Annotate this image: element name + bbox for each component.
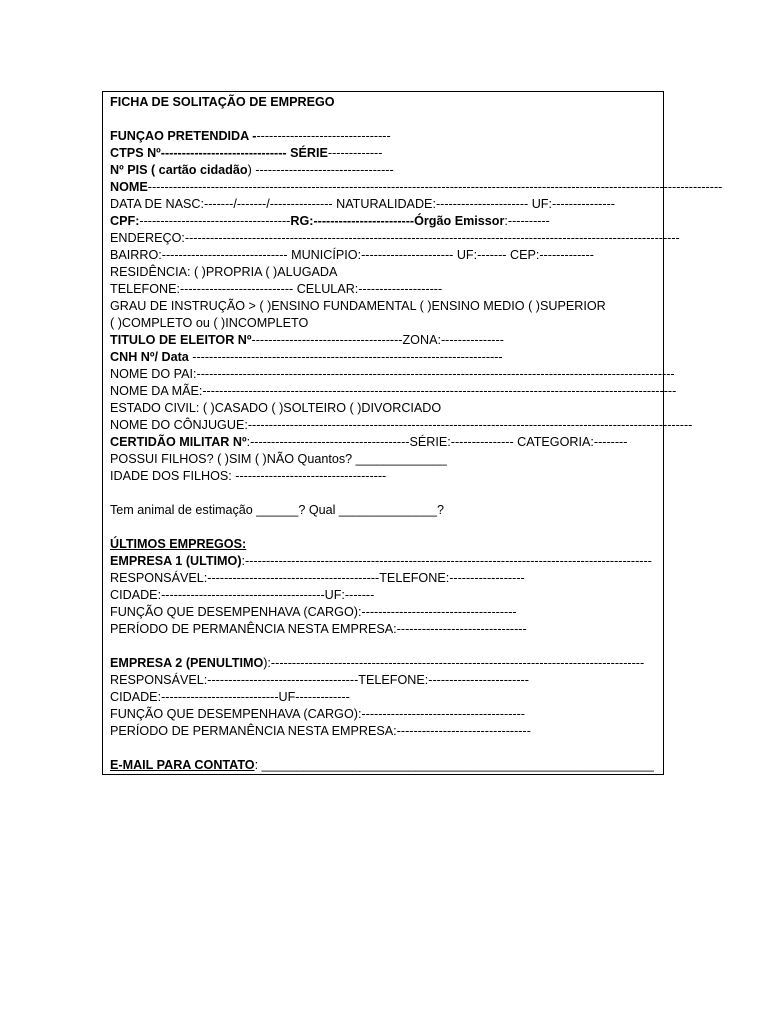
form-line [110,162,659,179]
form-text: RESPONSÁVEL:------------------------------------TELEFONE:------------------------ [110,673,529,687]
form-text: CIDADE:----------------------------UF------------- [110,690,350,704]
form-text: FUNÇÃO QUE DESEMPENHAVA (CARGO):--------------------------------------- [110,707,525,721]
form-text: E-MAIL PARA CONTATO [110,758,255,772]
form-text: :--------------------------------------SÉRIE:--------------- CATEGORIA:-------- [246,435,628,449]
form-text: FUNÇÃO QUE DESEMPENHAVA (CARGO):------------------------------------- [110,605,517,619]
form-line [110,349,659,366]
form-line [110,536,659,553]
form-text: FICHA DE SOLITAÇÃO DE EMPREGO [110,95,335,109]
form-text: RESPONSÁVEL:-----------------------------------------TELEFONE:------------------ [110,571,525,585]
form-text: ):----------------------------------------------------------------------------------------- [263,656,645,670]
form-text: ESTADO CIVIL: ( )CASADO ( )SOLTEIRO ( )DIVORCIADO [110,401,442,415]
form-text: ) --------------------------------- [247,163,394,177]
form-text: -------------------------------------------------------------------------- [188,350,503,364]
form-text: ------------- [327,146,383,160]
form-line [110,298,659,315]
form-text: EMPRESA 1 (ULTIMO) [110,554,242,568]
form-line [110,281,659,298]
form-line [110,94,659,111]
form-text: ------------------------------------ [139,214,291,228]
form-text: BAIRRO:------------------------------ MUNICÍPIO:---------------------- UF:------- CEP:------------- [110,248,594,262]
form-text: ----------------------------------------------------------------------------------------------------------------------------------------- [147,180,723,194]
form-text: :------------------------------------------------------------------------------------------------- [241,554,652,568]
form-line [110,264,659,281]
form-text: ENDEREÇO:---------------------------------------------------------------------------------------------------------------------- [110,231,680,245]
form-text: GRAU DE INSTRUÇÃO > ( )ENSINO FUNDAMENTAL ( )ENSINO MEDIO ( )SUPERIOR [110,299,606,313]
form-line [110,332,659,349]
form-line [110,706,659,723]
form-text: :---------- [504,214,550,228]
employment-application-form [102,91,723,775]
form-line [110,400,659,417]
form-line [110,179,723,196]
form-text: PERÍODO DE PERMANÊNCIA NESTA EMPRESA:------------------------------- [110,622,527,636]
form-line [110,587,659,604]
form-text: CPF: [110,214,140,228]
form-line [110,502,659,519]
form-text: CTPS Nº------------------------------ SÉRIE [110,146,328,160]
form-line [110,689,659,706]
form-text: TITULO DE ELEITOR Nº [110,333,252,347]
form-text: CNH Nº/ Data [110,350,189,364]
form-line [110,672,659,689]
form-line [110,604,659,621]
form-line [110,128,659,145]
form-text: ( )COMPLETO ou ( )INCOMPLETO [110,316,309,330]
form-line [110,230,680,247]
form-text: CERTIDÃO MILITAR Nº [110,435,247,449]
form-line [110,553,659,570]
form-text: EMPRESA 2 (PENULTIMO [110,656,264,670]
form-text: DATA DE NASC:-------/-------/--------------- NATURALIDADE:---------------------- UF:--------------- [110,197,615,211]
form-line [110,451,659,468]
form-text: TELEFONE:--------------------------- CELULAR:-------------------- [110,282,443,296]
form-line [110,621,659,638]
form-line [110,247,659,264]
form-text: NOME [110,180,148,194]
form-line [110,196,659,213]
form-text: IDADE DOS FILHOS: ------------------------------------ [110,469,387,483]
form-text: FUNÇAO PRETENDIDA - [110,129,257,143]
form-text: RG:------------------------Órgão Emissor [290,214,505,228]
form-text: POSSUI FILHOS? ( )SIM ( )NÃO Quantos? _____________ [110,452,447,466]
form-line [110,417,693,434]
form-line [110,315,659,332]
form-text: NOME DA MÃE:----------------------------------------------------------------------------------------------------------------- [110,384,677,398]
form-text: PERÍODO DE PERMANÊNCIA NESTA EMPRESA:-------------------------------- [110,724,531,738]
form-line [110,723,659,740]
form-text: ÚLTIMOS EMPREGOS: [110,537,247,551]
form-line [110,570,659,587]
form-text: Nº PIS ( cartão cidadão [110,163,248,177]
form-text: CIDADE:---------------------------------------UF:------- [110,588,375,602]
form-line [110,757,659,774]
form-line [110,145,659,162]
form-line [110,366,675,383]
form-text: Tem animal de estimação ______? Qual ______________? [110,503,444,517]
form-line [110,213,659,230]
form-text: NOME DO PAI:------------------------------------------------------------------------------------------------------------------ [110,367,675,381]
form-text: RESIDÊNCIA: ( )PROPRIA ( )ALUGADA [110,265,338,279]
form-line [110,468,659,485]
form-text: NOME DO CÔNJUGUE:---------------------------------------------------------------------------------------------------------- [110,418,693,432]
form-line [110,655,659,672]
form-text: : ________________________________________________________ [254,758,654,772]
form-line [110,383,677,400]
form-text: -------------------------------- [256,129,391,143]
form-line [110,434,659,451]
form-text: ------------------------------------ZONA:--------------- [251,333,504,347]
